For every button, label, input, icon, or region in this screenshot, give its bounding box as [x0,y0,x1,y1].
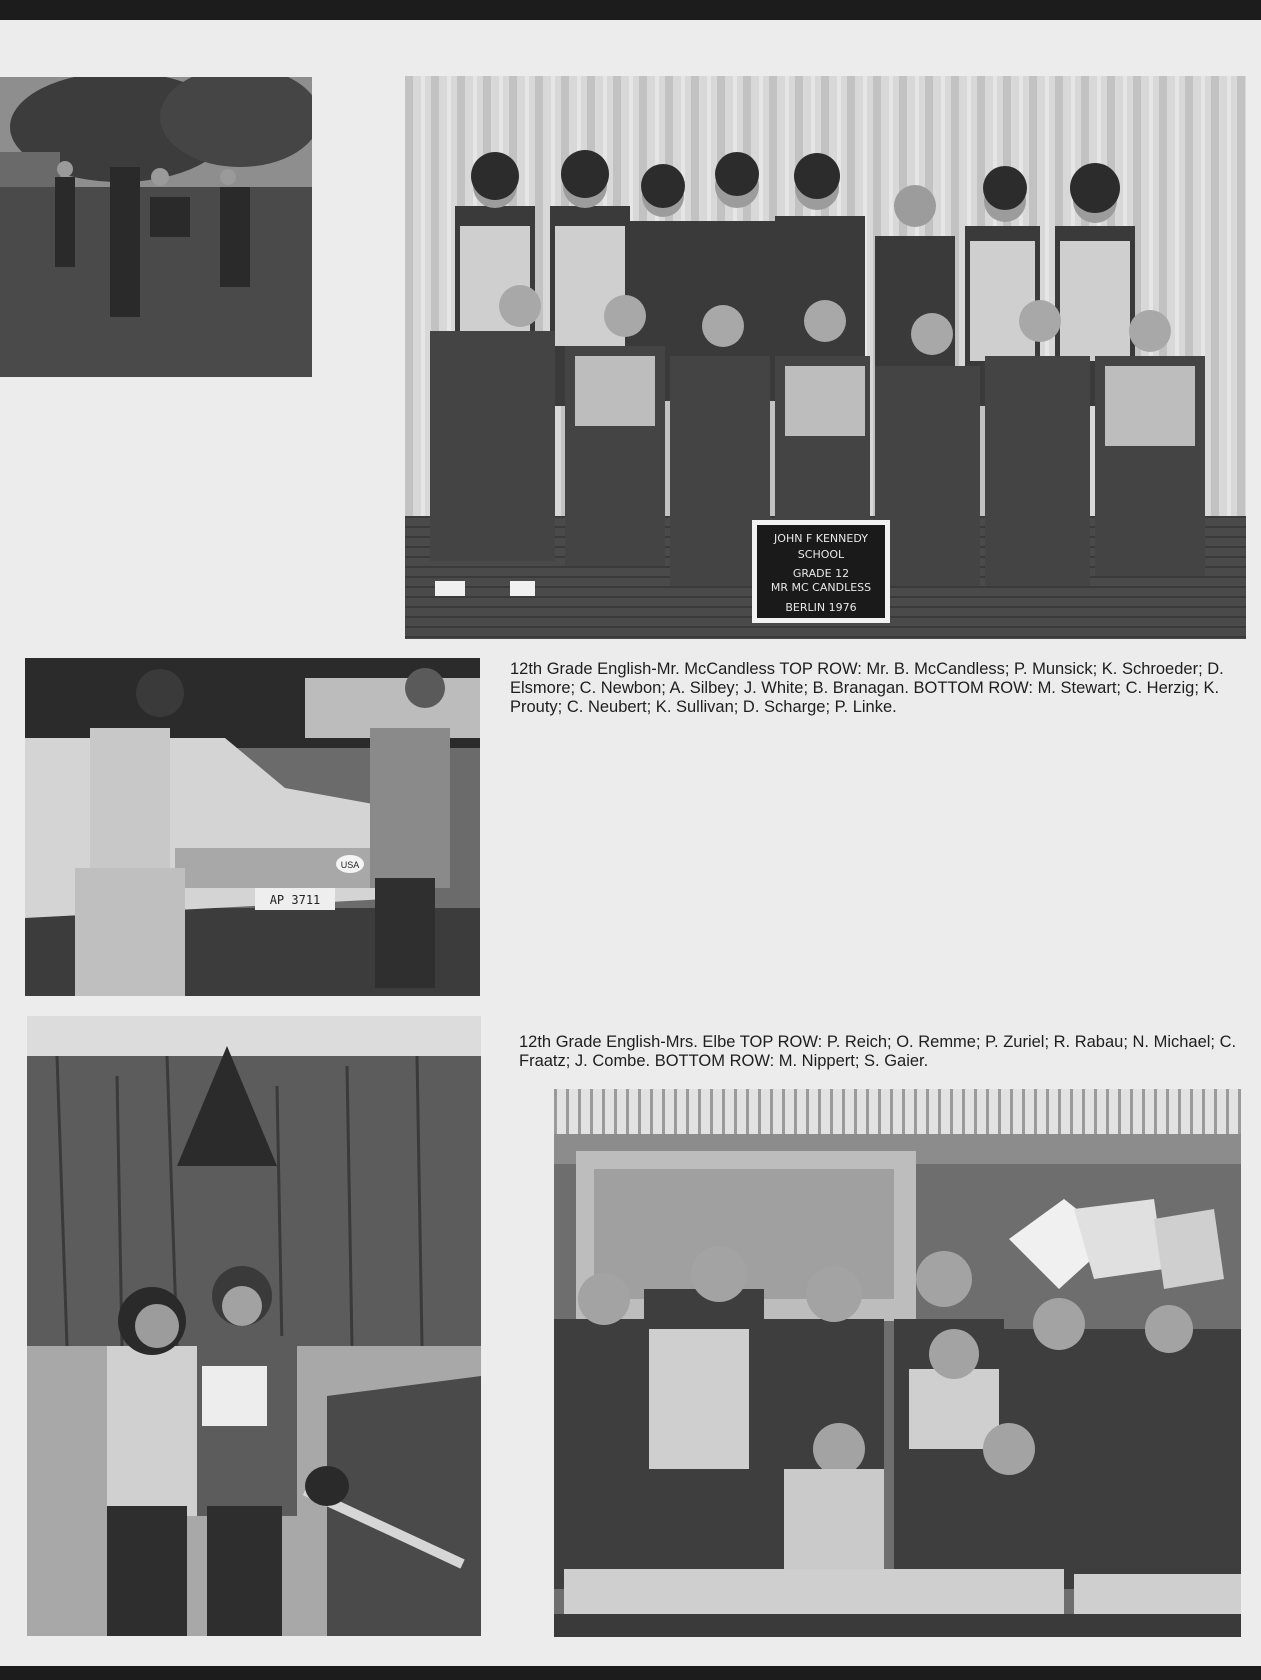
sign-line-4: MR MC CANDLESS [770,581,872,594]
license-plate: AP 3711 [269,893,321,907]
usa-badge: USA [340,860,360,870]
elbe-class-caption: 12th Grade English-Mrs. Elbe TOP ROW: P. Reich; O. Remme; P. Zuriel; R. Rabau; N. Michael; C. Fraatz; J. Combe. BOTTOM ROW: M. Nippert; S. Gaier. [519,1033,1237,1070]
class-group-photo [405,76,1246,639]
football-photo [0,77,312,377]
classroom-group-photo [554,1089,1241,1637]
mccandless-class-caption: 12th Grade English-Mr. McCandless TOP ROW: Mr. B. McCandless; P. Munsick; K. Schroeder; D. Elsmore; C. Newbon; A. Silbey; J. White; B. Branagan. BOTTOM ROW: M. Stewart; C. Herzig; K. Prouty; C. Neubert; K. Sullivan; D. Scharge; P. Linke. [510,660,1224,716]
sign-line-1: JOHN F KENNEDY [774,532,868,545]
sign-line-3: GRADE 12 [792,567,850,580]
sign-line-2: SCHOOL [797,548,845,561]
yearbook-page [0,20,1261,1666]
car-photo [25,658,480,996]
sign-line-5: BERLIN 1976 [785,601,857,614]
two-girls-photo [27,1016,481,1636]
